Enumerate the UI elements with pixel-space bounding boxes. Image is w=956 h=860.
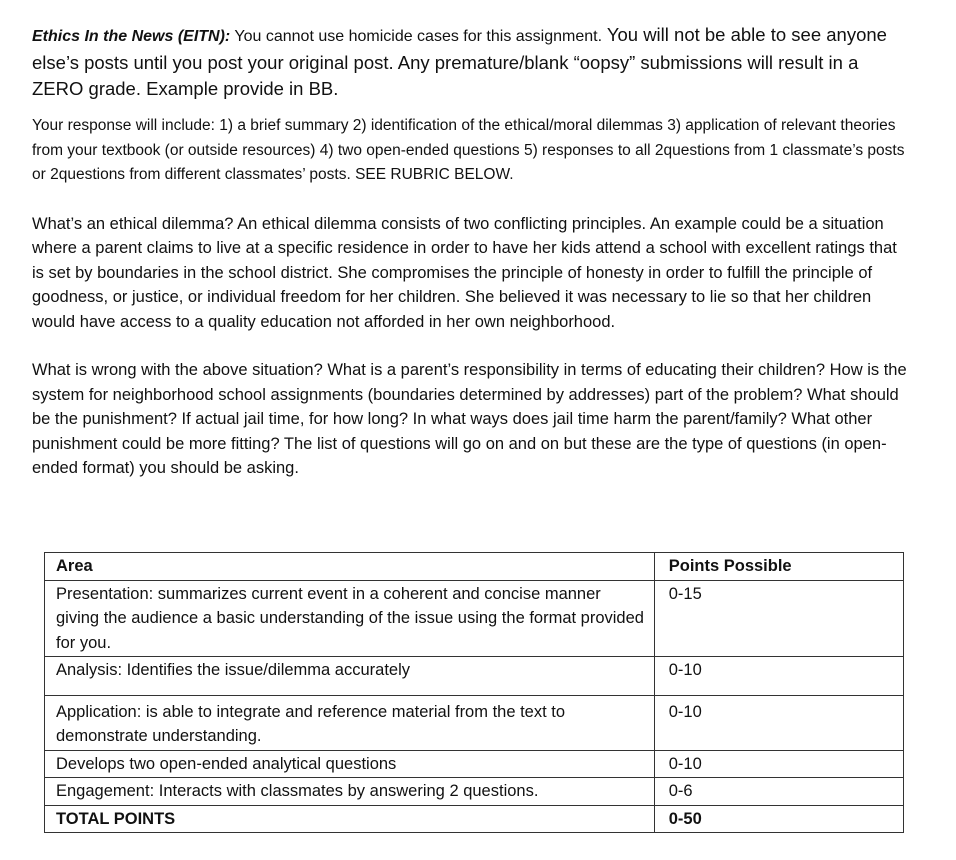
ethical-dilemma-paragraph: What’s an ethical dilemma? An ethical dilemma consists of two conflicting principles. An example could be a situation where a parent claims to live at a specific residence in order to have her kids attend a school with excellent ratings that is set by boundaries in the school district. She compromises the principle of honesty in order to fulfill the principle of goodness, or justice, or individual freedom for her children. She believed it was necessary to lie so that her children would have access to a quality education not afforded in her own neighborhood. [32, 214, 897, 331]
assignment-title: Ethics In the News (EITN): [32, 28, 231, 45]
example-questions-paragraph: What is wrong with the above situation? What is a parent’s responsibility in terms of educating their children? How is the system for neighborhood school assignments (boundaries determined by addresses) part of the problem? What should be the punishment? If actual jail time, for how long? In what ways does jail time harm the parent/family? What other punishment could be more fitting? The list of questions will go on and on but these are the type of questions (in open-ended format) you should be asking. [32, 361, 907, 477]
rubric-area-cell: Presentation: summarizes current event in a coherent and concise manner giving the audience a basic understanding of the issue using the format provided for you. [45, 580, 655, 657]
assignment-document [32, 22, 912, 505]
table-row [45, 580, 904, 657]
header-area: Area [45, 553, 655, 581]
table-row [45, 657, 904, 696]
total-points-value: 0-50 [654, 805, 903, 833]
rubric-header-row [45, 553, 904, 581]
rubric-area-cell: Application: is able to integrate and reference material from the text to demonstrate understanding. [45, 695, 655, 750]
assignment-intro [32, 22, 912, 102]
rubric-points-cell: 0-10 [654, 657, 903, 696]
table-row [45, 750, 904, 778]
response-requirements-paragraph: Your response will include: 1) a brief summary 2) identification of the ethical/moral dilemmas 3) application of relevant theories from your textbook (or outside resources) 4) two open-ended questions 5) responses to all 2questions from 1 classmate’s posts or 2questions from different classmates’ posts. SEE RUBRIC BELOW. [32, 117, 905, 183]
table-row [45, 778, 904, 806]
rubric-points-cell: 0-6 [654, 778, 903, 806]
homicide-restriction-text: You cannot use homicide cases for this assignment. [230, 28, 603, 45]
rubric-total-row [45, 805, 904, 833]
rubric-area-cell: Analysis: Identifies the issue/dilemma accurately [45, 657, 655, 696]
rubric-table [44, 552, 904, 833]
rubric-area-cell: Engagement: Interacts with classmates by answering 2 questions. [45, 778, 655, 806]
rubric-points-cell: 0-10 [654, 695, 903, 750]
header-points-possible: Points Possible [654, 553, 903, 581]
rubric-points-cell: 0-15 [654, 580, 903, 657]
rubric-points-cell: 0-10 [654, 750, 903, 778]
posting-rules-text: You will not be able to see anyone else’s posts until you post your original post. Any premature/blank “oopsy” submissions will result in a ZERO grade. Example provide in BB. [32, 24, 887, 99]
rubric-area-cell: Develops two open-ended analytical questions [45, 750, 655, 778]
table-row [45, 695, 904, 750]
total-points-label: TOTAL POINTS [45, 805, 655, 833]
